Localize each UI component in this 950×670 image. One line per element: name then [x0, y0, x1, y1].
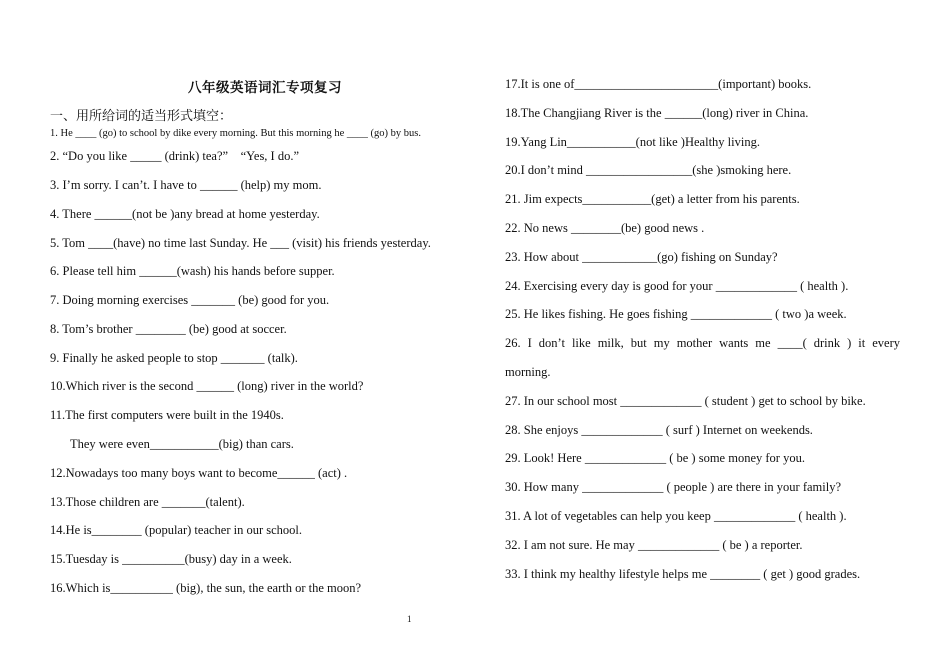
question-31: 31. A lot of vegetables can help you keep _____________ ( health ). [505, 509, 847, 523]
question-8: 8. Tom’s brother ________ (be) good at soccer. [50, 322, 287, 336]
question-25: 25. He likes fishing. He goes fishing _____________ ( two )a week. [505, 307, 847, 321]
question-1: 1. He ____ (go) to school by dike every morning. But this morning he ____ (go) by bus. [50, 128, 421, 139]
question-30: 30. How many _____________ ( people ) are there in your family? [505, 480, 842, 494]
question-11: 11.The first computers were built in the 1940s. [50, 408, 284, 422]
section-heading: 一、用所给词的适当形式填空： [50, 109, 233, 124]
question-10: 10.Which river is the second ______ (long) river in the world? [50, 379, 364, 393]
question-7: 7. Doing morning exercises _______ (be) good for you. [50, 293, 330, 307]
question-12: 12.Nowadays too many boys want to become______ (act) . [50, 466, 348, 480]
question-17: 17.It is one of_______________________(important) books. [505, 77, 812, 91]
question-13: 13.Those children are _______(talent). [50, 495, 245, 509]
question-23: 23. How about ____________(go) fishing on Sunday? [505, 250, 778, 264]
question-33: 33. I think my healthy lifestyle helps me ________ ( get ) good grades. [505, 567, 861, 581]
question-4: 4. There ______(not be )any bread at home yesterday. [50, 207, 320, 221]
question-27: 27. In our school most _____________ ( student ) get to school by bike. [505, 394, 866, 408]
question-29: 29. Look! Here _____________ ( be ) some money for you. [505, 451, 805, 465]
question-11-continuation: They were even___________(big) than cars. [70, 437, 294, 451]
question-19: 19.Yang Lin___________(not like )Healthy living. [505, 135, 760, 149]
page-number: 1 [407, 614, 412, 624]
worksheet-title: 八年级英语词汇专项复习 [188, 80, 342, 96]
question-20: 20.I don’t mind _________________(she )smoking here. [505, 163, 792, 177]
question-15: 15.Tuesday is __________(busy) day in a week. [50, 552, 292, 566]
question-6: 6. Please tell him ______(wash) his hands before supper. [50, 264, 335, 278]
question-28: 28. She enjoys _____________ ( surf ) Internet on weekends. [505, 423, 813, 437]
question-22: 22. No news ________(be) good news . [505, 221, 705, 235]
question-14: 14.He is________ (popular) teacher in our school. [50, 523, 303, 537]
question-32: 32. I am not sure. He may _____________ ( be ) a reporter. [505, 538, 803, 552]
question-9: 9. Finally he asked people to stop _______ (talk). [50, 351, 298, 365]
question-18: 18.The Changjiang River is the ______(long) river in China. [505, 106, 809, 120]
question-24: 24. Exercising every day is good for your _____________ ( health ). [505, 279, 849, 293]
question-26-continuation: morning. [505, 365, 551, 379]
question-2: 2. “Do you like _____ (drink) tea?” “Yes, I do.” [50, 149, 300, 163]
question-3: 3. I’m sorry. I can’t. I have to ______ (help) my mom. [50, 178, 322, 192]
question-16: 16.Which is__________ (big), the sun, the earth or the moon? [50, 581, 362, 595]
question-26: 26. I don’t like milk, but my mother wants me ____( drink ) it every [505, 336, 900, 350]
question-5: 5. Tom ____(have) no time last Sunday. He ___ (visit) his friends yesterday. [50, 236, 431, 250]
question-21: 21. Jim expects___________(get) a letter from his parents. [505, 192, 800, 206]
